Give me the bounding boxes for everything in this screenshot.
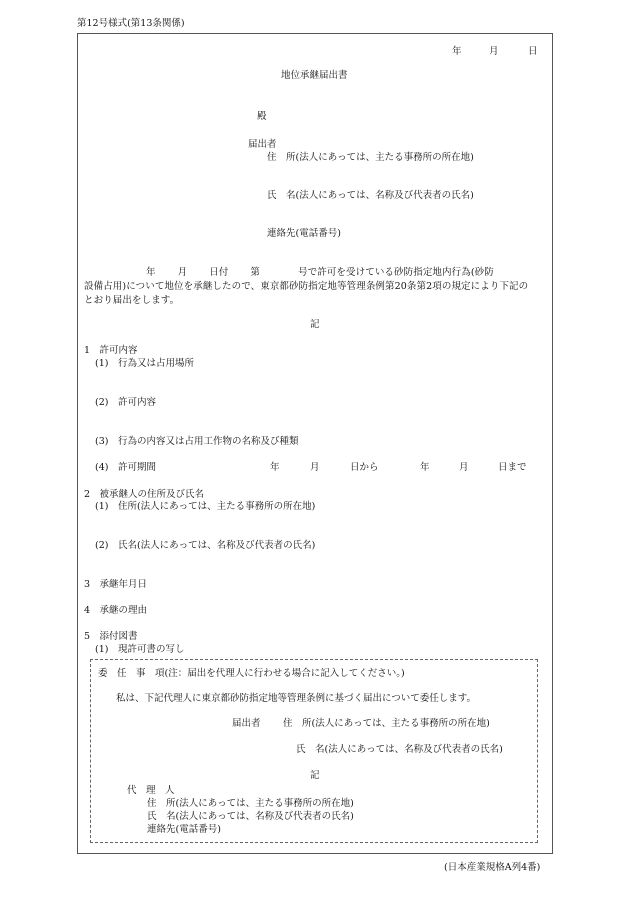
section1-title: 1 許可内容	[84, 345, 138, 356]
agent-contact: 連絡先(電話番号)	[147, 824, 221, 835]
section3: 3 承継年月日	[84, 579, 148, 590]
section1-item2: (2) 許可内容	[95, 397, 156, 408]
agent-label: 代 理 人	[127, 785, 175, 796]
ki-heading: 記	[310, 319, 320, 330]
body-month: 月	[177, 267, 188, 278]
section4: 4 承継の理由	[84, 605, 148, 616]
form-number: 第12号様式(第13条関係)	[77, 18, 185, 29]
body-paragraph	[84, 266, 548, 308]
period-month-to: 月	[459, 462, 469, 473]
addressee-suffix: 殿	[257, 111, 267, 122]
body-text2: 設備占用)について地位を承継したので、東京都砂防指定地等管理条例第20条第2項の規定により下記の	[84, 281, 529, 292]
paper-size-note: (日本産業規格A列4番)	[444, 862, 541, 873]
section1-item4: (4) 許可期間	[95, 462, 156, 473]
notifier-label: 届出者	[248, 139, 277, 150]
delegation-name: 氏 名(法人にあっては、名称及び代表者の氏名)	[296, 744, 503, 755]
body-year: 年	[146, 267, 156, 278]
period-day-from: 日から	[350, 462, 379, 473]
body-text1: 号で許可を受けている砂防指定地内行為(砂防	[298, 267, 494, 278]
body-dai: 第	[250, 267, 261, 278]
date-day-label: 日	[528, 46, 538, 57]
date-month-label: 月	[489, 46, 499, 57]
body-text3: とおり届出をします。	[84, 295, 180, 306]
section1-item3: (3) 行為の内容又は占用工作物の名称及び種類	[95, 436, 299, 447]
period-year-from: 年	[270, 462, 280, 473]
delegation-ki: 記	[310, 770, 320, 781]
notifier-address: 住 所(法人にあっては、主たる事務所の所在地)	[267, 152, 474, 163]
section1-item1: (1) 行為又は占用場所	[95, 358, 194, 369]
delegation-heading: 委 任 事 項(注：届出を代理人に行わせる場合に記入してください。)	[98, 668, 405, 679]
agent-name: 氏 名(法人にあっては、名称及び代表者の氏名)	[147, 811, 354, 822]
notifier-name: 氏 名(法人にあっては、名称及び代表者の氏名)	[267, 190, 474, 201]
date-year-label: 年	[452, 46, 462, 57]
period-year-to: 年	[420, 462, 430, 473]
section2-title: 2 被承継人の住所及び氏名	[84, 489, 205, 500]
delegation-statement: 私は、下記代理人に東京都砂防指定地等管理条例に基づく届出について委任します。	[116, 693, 477, 704]
document-title: 地位承継届出書	[281, 70, 348, 81]
delegation-address: 住 所(法人にあっては、主たる事務所の所在地)	[283, 718, 490, 729]
notifier-contact: 連絡先(電話番号)	[267, 228, 341, 239]
section5-item1: (1) 現許可書の写し	[95, 644, 185, 655]
delegation-notifier-label: 届出者	[232, 718, 261, 729]
period-month-from: 月	[310, 462, 320, 473]
agent-address: 住 所(法人にあっては、主たる事務所の所在地)	[147, 798, 354, 809]
period-day-to: 日まで	[498, 462, 527, 473]
section2-item1: (1) 住所(法人にあっては、主たる事務所の所在地)	[95, 501, 316, 512]
body-date: 日付	[209, 267, 229, 278]
section2-item2: (2) 氏名(法人にあっては、名称及び代表者の氏名)	[95, 540, 316, 551]
section5-title: 5 添付図書	[84, 631, 138, 642]
